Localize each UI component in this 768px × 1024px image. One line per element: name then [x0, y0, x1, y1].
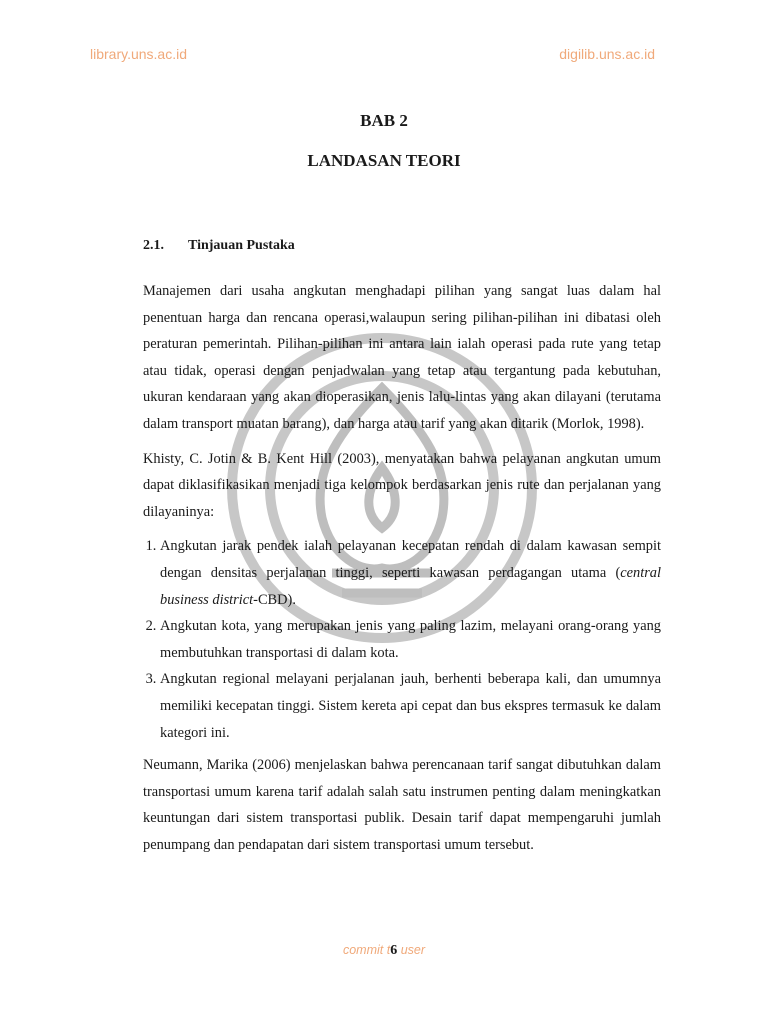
list-item-italic-term: central business district: [160, 564, 661, 608]
body-text: [143, 278, 661, 866]
chapter-number: BAB 2: [360, 111, 408, 130]
paragraph-2: Khisty, C. Jotin & B. Kent Hill (2003), menyatakan bahwa pelayanan angkutan umum dapat diklasifikasikan menjadi tiga kelompok berdasarkan jenis rute dan perjalanan yang dilayaninya:: [143, 450, 661, 520]
footer-commit-text: commit t: [342, 943, 391, 957]
chapter-title: LANDASAN TEORI: [307, 151, 461, 170]
footer-user-text: user: [397, 943, 426, 957]
list-item: [160, 533, 661, 613]
header-library-link[interactable]: library.uns.ac.id: [90, 46, 188, 62]
header-digilib-link[interactable]: digilib.uns.ac.id: [559, 46, 655, 62]
list-item-text: -CBD).: [253, 591, 296, 608]
route-type-list: [143, 533, 661, 746]
section-heading: [143, 238, 295, 254]
section-number: 2.1.: [143, 238, 164, 253]
page-footer: [0, 943, 768, 959]
paragraph-3: Neumann, Marika (2006) menjelaskan bahwa perencanaan tarif sangat dibutuhkan dalam transportasi umum karena tarif adalah salah satu instrumen penting dalam meningkatkan keuntungan dari sistem transportasi publik. Desain tarif dapat mempengaruhi jumlah penumpang dan pendapatan dari sistem transportasi umum tersebut.: [143, 757, 661, 853]
section-title: Tinjauan Pustaka: [188, 238, 295, 253]
list-item: 3. Angkutan regional melayani perjalanan jauh, berhenti beberapa kali, dan umumnya memiliki kecepatan tinggi. Sistem kereta api cepat dan bus ekspres termasuk ke dalam kategori ini.: [160, 666, 661, 746]
list-item: 2. Angkutan kota, yang merupakan jenis yang paling lazim, melayani orang-orang yang membutuhkan transportasi di dalam kota.: [160, 613, 661, 666]
paragraph-1: Manajemen dari usaha angkutan menghadapi pilihan yang sangat luas dalam hal penentuan harga dan rencana operasi,walaupun sering pilihan-pilihan ini dibatasi oleh peraturan pemerintah. Pilihan-pilihan ini antara lain ialah operasi pada rute yang tetap atau tidak, operasi dengan penjadwalan yang tetap atau tergantung pada kebutuhan, ukuran kendaraan yang akan dioperasikan, jenis lalu-lintas yang akan dilayani (terutama dalam transport muatan barang), dan harga atau tarif yang akan ditarik (Morlok, 1998).: [143, 283, 661, 432]
page-number: 6: [390, 943, 398, 958]
list-item-text: Angkutan jarak pendek ialah pelayanan kecepatan rendah di dalam kawasan sempit dengan densitas perjalanan tinggi, seperti kawasan perdagangan utama (: [160, 538, 661, 581]
